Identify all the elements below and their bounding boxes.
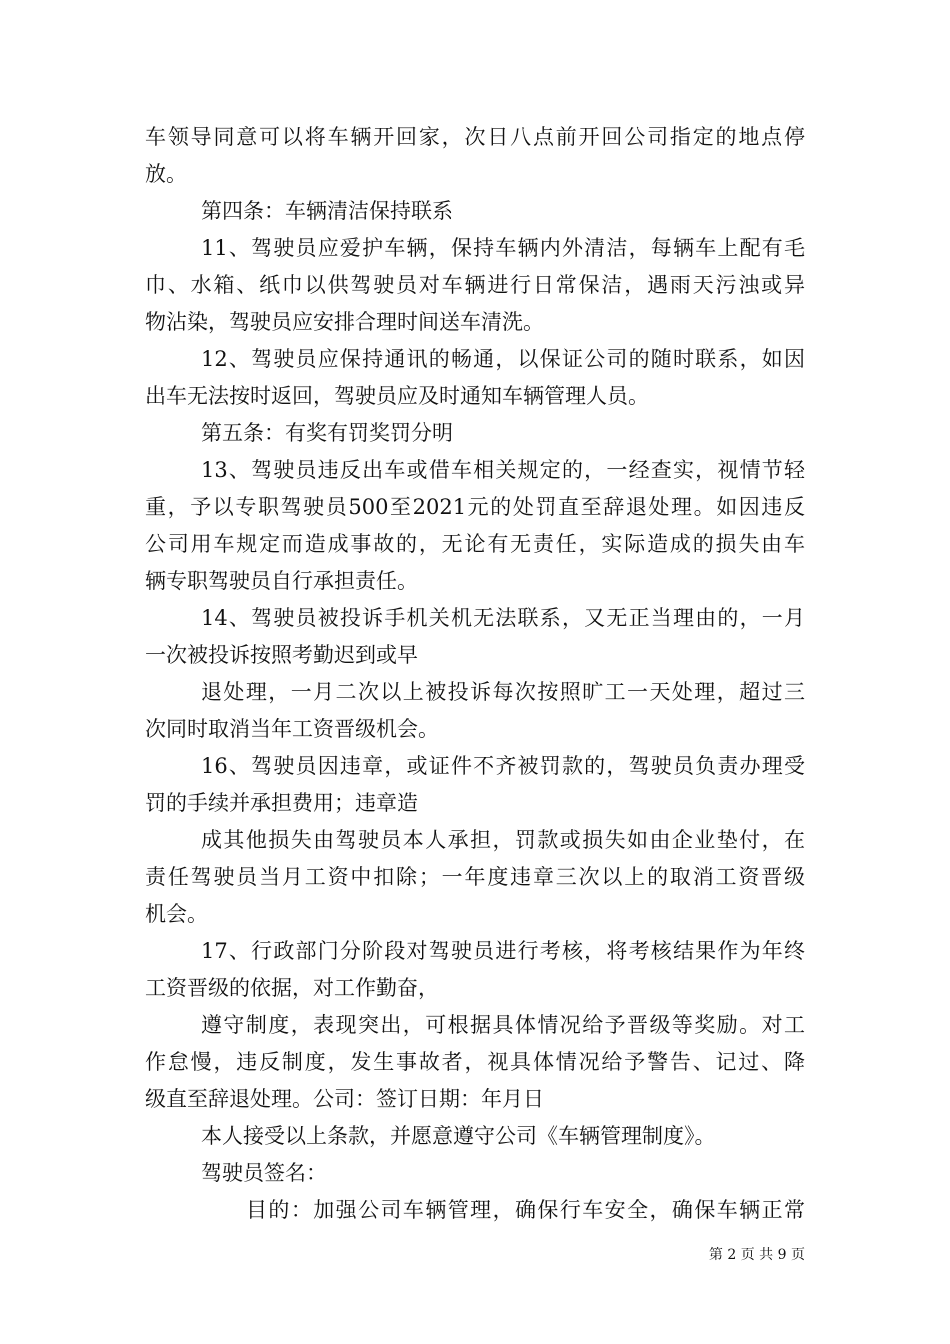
section-heading: 第五条：有奖有罚奖罚分明 bbox=[201, 421, 453, 445]
text-line: 公司用车规定而造成事故的，无论有无责任，实际造成的损失由车 bbox=[145, 532, 805, 556]
text-line: 巾、水箱、纸巾以供驾驶员对车辆进行日常保洁，遇雨天污浊或异 bbox=[145, 273, 805, 297]
text-line: 重，予以专职驾驶员500至2021元的处罚直至辞退处理。如因违反 bbox=[145, 495, 805, 519]
text-line: 14、驾驶员被投诉手机关机无法联系，又无正当理由的，一月 bbox=[201, 606, 805, 630]
text-line: 16、驾驶员因违章，或证件不齐被罚款的，驾驶员负责办理受 bbox=[201, 754, 805, 778]
text-line: 级直至辞退处理。公司：签订日期：年月日 bbox=[145, 1087, 544, 1111]
text-line: 退处理，一月二次以上被投诉每次按照旷工一天处理，超过三 bbox=[201, 680, 805, 704]
text-line: 放。 bbox=[145, 162, 187, 186]
text-line: 17、行政部门分阶段对驾驶员进行考核，将考核结果作为年终 bbox=[201, 939, 805, 963]
text-line: 辆专职驾驶员自行承担责任。 bbox=[145, 569, 418, 593]
text-line: 成其他损失由驾驶员本人承担，罚款或损失如由企业垫付，在 bbox=[201, 828, 805, 852]
text-line: 机会。 bbox=[145, 902, 208, 926]
text-line: 车领导同意可以将车辆开回家，次日八点前开回公司指定的地点停 bbox=[145, 125, 805, 149]
text-line: 12、驾驶员应保持通讯的畅通，以保证公司的随时联系，如因 bbox=[201, 347, 805, 371]
text-line: 次同时取消当年工资晋级机会。 bbox=[145, 717, 439, 741]
page-number: 第 2 页 共 9 页 bbox=[708, 1247, 805, 1263]
text-line: 责任驾驶员当月工资中扣除；一年度违章三次以上的取消工资晋级 bbox=[145, 865, 805, 889]
text-line: 11、驾驶员应爱护车辆，保持车辆内外清洁，每辆车上配有毛 bbox=[201, 236, 805, 260]
text-line: 物沾染，驾驶员应安排合理时间送车清洗。 bbox=[145, 310, 544, 334]
text-line: 作怠慢，违反制度，发生事故者，视具体情况给予警告、记过、降 bbox=[145, 1050, 805, 1074]
text-line: 目的：加强公司车辆管理，确保行车安全，确保车辆正常 bbox=[246, 1198, 805, 1222]
section-heading: 第四条：车辆清洁保持联系 bbox=[201, 199, 453, 223]
signature-label: 驾驶员签名： bbox=[201, 1161, 327, 1185]
text-line: 本人接受以上条款，并愿意遵守公司《车辆管理制度》。 bbox=[201, 1124, 716, 1148]
text-line: 工资晋级的依据，对工作勤奋， bbox=[145, 976, 439, 1000]
text-line: 一次被投诉按照考勤迟到或早 bbox=[145, 643, 418, 667]
text-line: 13、驾驶员违反出车或借车相关规定的，一经查实，视情节轻 bbox=[201, 458, 805, 482]
text-line: 遵守制度，表现突出，可根据具体情况给予晋级等奖励。对工 bbox=[201, 1013, 805, 1037]
text-line: 罚的手续并承担费用；违章造 bbox=[145, 791, 418, 815]
text-line: 出车无法按时返回，驾驶员应及时通知车辆管理人员。 bbox=[145, 384, 649, 408]
